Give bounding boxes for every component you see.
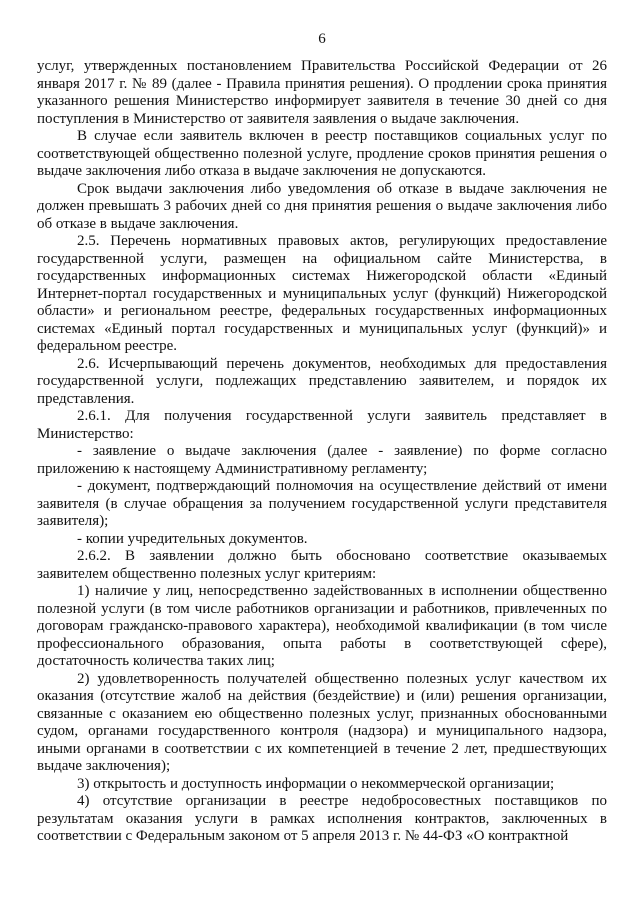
- document-page: [37, 30, 607, 846]
- page-number: 6: [318, 31, 326, 47]
- list-item-founding-documents: - копии учредительных документов.: [77, 530, 308, 547]
- criterion-4: 4) отсутствие организации в реестре недобросовестных поставщиков по результатам оказания услуги в рамках исполнения контрактов, заключенных в соответствии с Федеральным законом от 5 апреля 2013 г. № 44-ФЗ «О контрактной: [37, 793, 607, 844]
- paragraph-social-registry: В случае если заявитель включен в реестр поставщиков социальных услуг по соответствующей общественно полезной услуге, продление сроков принятия решения о выдаче заключения либо отказа в выдаче заключения не допускаются.: [37, 128, 607, 179]
- paragraph-2-5: 2.5. Перечень нормативных правовых актов, регулирующих предоставление государственной услуги, размещен на официальном сайте Министерства, в государственных информационных системах Нижегородской области «Единый Интернет-портал государственных и муниципальных услуг (функций) Нижегородской области» и региональном реестре, федеральных государственных информационных системах «Единый портал государственных и муниципальных услуг (функций)» и федеральном реестре.: [37, 233, 607, 354]
- paragraph-2-6: 2.6. Исчерпывающий перечень документов, необходимых для предоставления государственной услуги, подлежащих представлению заявителем, и порядок их представления.: [37, 355, 607, 407]
- paragraph-issue-term: Срок выдачи заключения либо уведомления об отказе в выдаче заключения не должен превышать 3 рабочих дней со дня принятия решения о выдаче заключения либо об отказе в выдаче заключения.: [37, 180, 607, 232]
- criterion-2: 2) удовлетворенность получателей общественно полезных услуг качеством их оказания (отсутствие жалоб на действия (бездействие) и (или) решения организации, связанные с оказанием ею общественно полезных услуг, признанных обоснованными судом, органами государственного контроля (надзора) и муниципального надзора, иными органами в соответствии с их компетенцией в течение 2 лет, предшествующих выдаче заключения);: [37, 670, 607, 774]
- paragraph-2-6-2: 2.6.2. В заявлении должно быть обосновано соответствие оказываемых заявителем общественно полезных услуг критериям:: [37, 548, 607, 582]
- criterion-1: 1) наличие у лиц, непосредственно задействованных в исполнении общественно полезной услуги (в том числе работников организации и работников, привлеченных по договорам гражданско-правового характера), необходимой квалификации (в том числе профессионального образования, опыта работы в соответствующей сфере), достаточность количества таких лиц;: [37, 583, 607, 669]
- criterion-3: 3) открытость и доступность информации о некоммерческой организации;: [77, 775, 555, 792]
- paragraph-continuation: услуг, утвержденных постановлением Правительства Российской Федерации от 26 января 2017 г. № 89 (далее - Правила принятия решения). О продлении срока принятия указанного решения Министерство информирует заявителя в течение 30 дней со дня поступления в Министерство от заявителя заявления о выдаче заключения.: [37, 58, 607, 127]
- list-item-application: - заявление о выдаче заключения (далее - заявление) по форме согласно приложению к настоящему Административному регламенту;: [37, 443, 607, 477]
- list-item-authority-document: - документ, подтверждающий полномочия на осуществление действий от имени заявителя (в случае обращения за получением государственной услуги представителя заявителя);: [37, 478, 607, 529]
- paragraph-2-6-1: 2.6.1. Для получения государственной услуги заявитель представляет в Министерство:: [37, 408, 607, 442]
